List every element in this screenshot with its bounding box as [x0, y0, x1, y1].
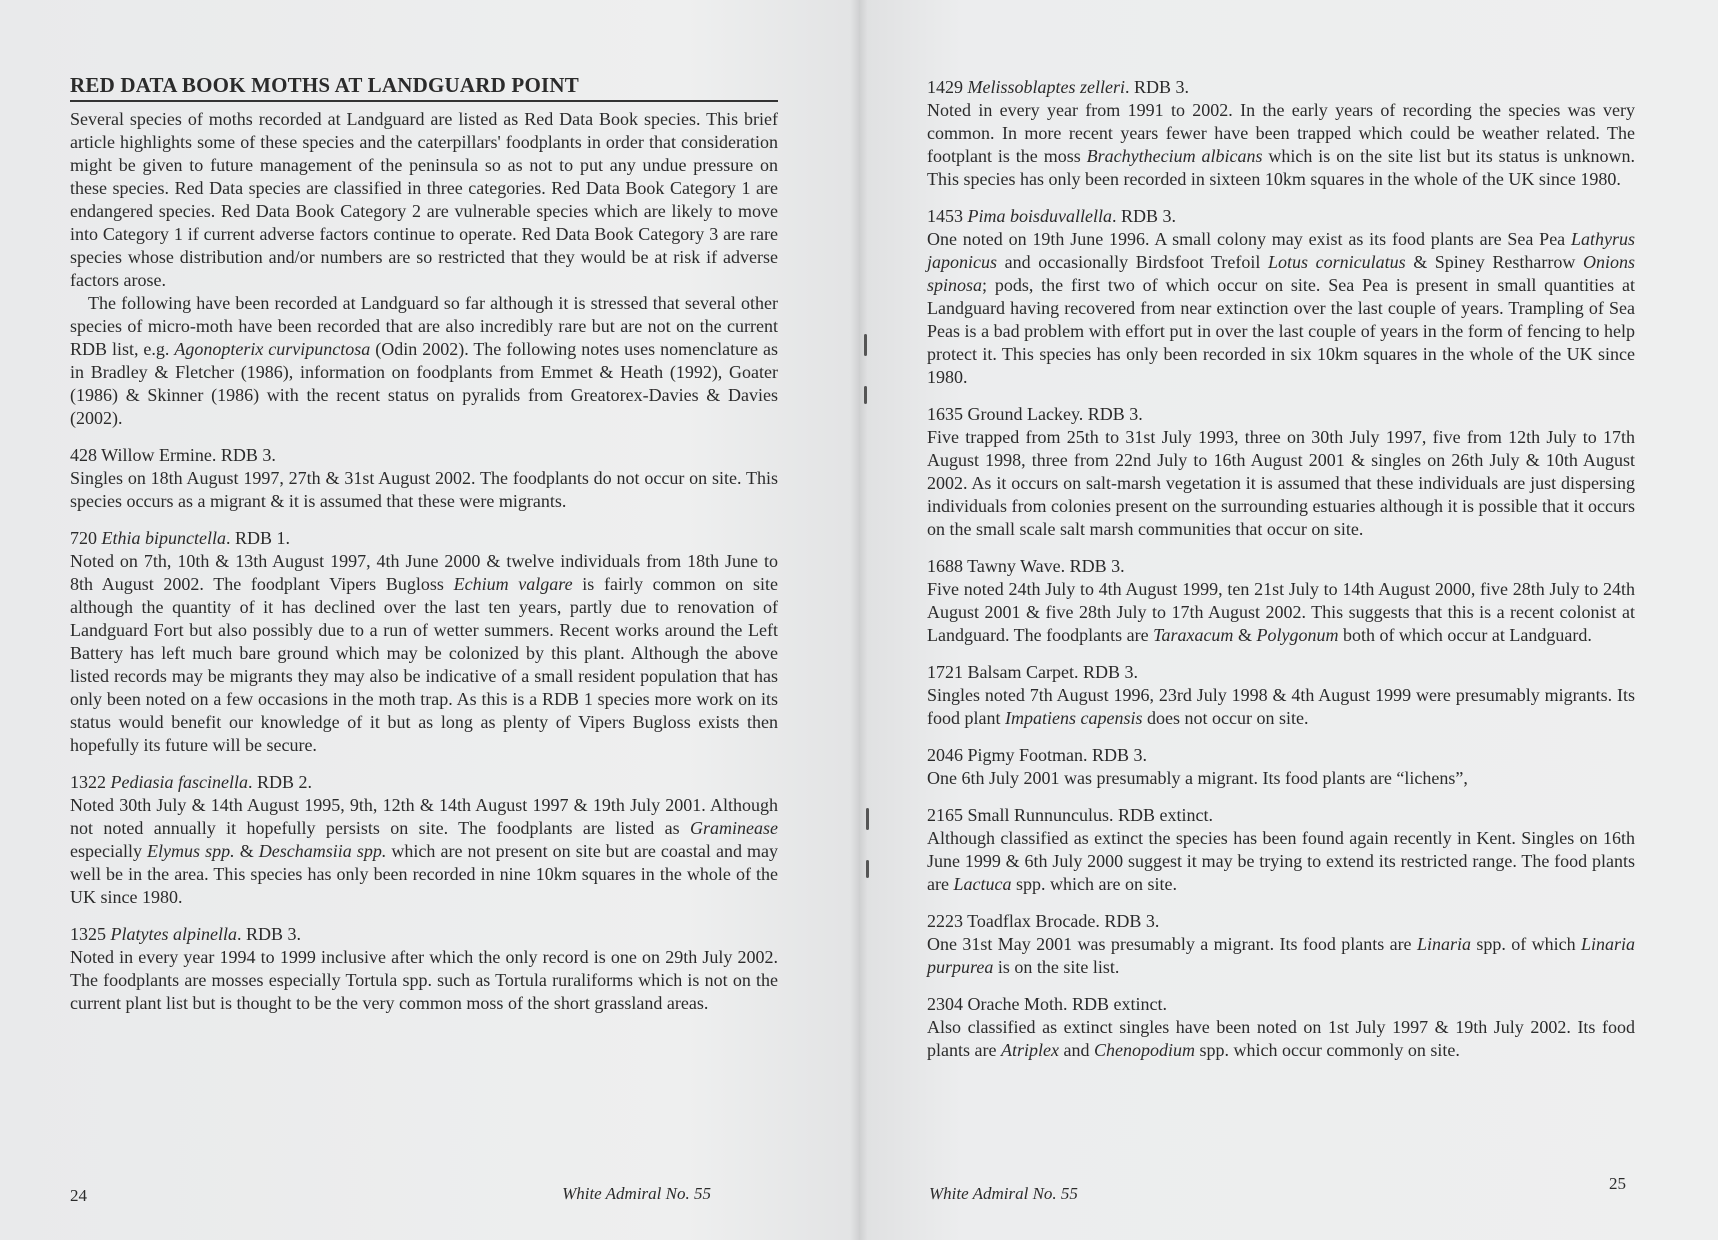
article-title: RED DATA BOOK MOTHS AT LANDGUARD POINT	[70, 72, 778, 102]
species-text: Noted 30th July & 14th August 1995, 9th, 12th & 14th August 1997 & 19th July 2001. Although not noted annually it hopefully persists on site. The foodplants are listed as Graminease especially Elymus spp. & Deschamsiia spp. which are not present on site but are coastal and may well be in the area. This species has only been recorded in nine 10km squares in the whole of the UK since 1980.	[70, 795, 779, 907]
species-entry-1322	[70, 771, 778, 909]
species-entry-720	[70, 527, 778, 757]
page-number: 25	[1609, 1174, 1626, 1193]
species-text: One noted on 19th June 1996. A small colony may exist as its food plants are Sea Pea Lathyrus japonicus and occasionally Birdsfoot Trefoil Lotus corniculatus & Spiney Restharrow Onions spinosa; pods, the first two of which occur on site. Sea Pea is present in small quantities at Landguard having recovered from near extinction over the last couple of years. Trampling of Sea Peas is a bad problem with effort put in over the last couple of years in the form of fencing to help protect it. This species has only been recorded in six 10km squares in the whole of the UK since 1980.	[927, 229, 1635, 387]
intro-paragraph-1: Several species of moths recorded at Landguard are listed as Red Data Book species. This brief article highlights some of these species and the caterpillars' foodplants in order that consideration might be given to future management of the peninsula so as not to put any undue pressure on these species. Red Data species are classified in three categories. Red Data Book Category 1 are endangered species. Red Data Book Category 2 are vulnerable species which are likely to move into Category 1 if current adverse factors continue to operate. Red Data Book Category 3 are rare species whose distribution and/or numbers are so restricted that they would be at risk if adverse factors arose.	[70, 109, 778, 290]
species-text: Also classified as extinct singles have been noted on 1st July 1997 & 19th July 2002. Its food plants are Atriplex and Chenopodium spp. which occur commonly on site.	[927, 1017, 1635, 1060]
right-column	[927, 76, 1635, 1062]
species-heading: 1453 Pima boisduvallella. RDB 3.	[927, 206, 1176, 226]
staple-mark	[864, 334, 867, 356]
species-entry-1688	[927, 555, 1635, 647]
species-entry-1453	[927, 205, 1635, 389]
staple-mark	[866, 808, 869, 830]
species-entry-2165	[927, 804, 1635, 896]
species-text: Noted on 7th, 10th & 13th August 1997, 4th June 2000 & twelve individuals from 18th June to 8th August 2002. The foodplant Vipers Bugloss Echium valgare is fairly common on site although the quantity of it has declined over the last ten years, partly due to renovation of Landguard Fort but also possibly due to a run of wetter summers. Recent works around the Left Battery has left much bare ground which may be colonized by this plant. Although the above listed records may be migrants they may also be indicative of a small resident population that has only been noted on a few occasions in the moth trap. As this is a RDB 1 species more work on its status would benefit our knowledge of it but as long as plenty of Vipers Bugloss exists then hopefully its future will be secure.	[70, 551, 778, 755]
species-entry-2223	[927, 910, 1635, 979]
species-entry-1325	[70, 923, 778, 1015]
page-number: 24	[70, 1186, 87, 1205]
species-heading: 1721 Balsam Carpet. RDB 3.	[927, 662, 1138, 682]
species-heading: 720 Ethia bipunctella. RDB 1.	[70, 528, 290, 548]
species-entry-1721	[927, 661, 1635, 730]
page-footer: White Admiral No. 55	[562, 1184, 711, 1203]
species-entry-2046	[927, 744, 1635, 790]
species-heading: 1325 Platytes alpinella. RDB 3.	[70, 924, 301, 944]
book-gutter	[850, 0, 868, 1240]
species-heading: 2046 Pigmy Footman. RDB 3.	[927, 745, 1148, 765]
species-text: One 31st May 2001 was presumably a migrant. Its food plants are Linaria spp. of which Linaria purpurea is on the site list.	[927, 934, 1635, 977]
species-text: Five trapped from 25th to 31st July 1993, three on 30th July 1997, five from 12th July to 17th August 1998, three from 22nd July to 16th August 2001 & singles on 26th July & 10th August 2002. As it occurs on salt-marsh vegetation it is assumed that these individuals are just dispersing individuals from colonies present on the surrounding estuaries although it is possible that it occurs on the small scale salt marsh communities that occur on site.	[927, 427, 1635, 539]
species-heading: 1429 Melissoblaptes zelleri. RDB 3.	[927, 77, 1189, 97]
species-entry-2304	[927, 993, 1635, 1062]
species-text: Noted in every year from 1991 to 2002. In the early years of recording the species was very common. In more recent years fewer have been trapped which could be weather related. The footplant is the moss Brachythecium albicans which is on the site list but its status is unknown. This species has only been recorded in sixteen 10km squares in the whole of the UK since 1980.	[927, 100, 1635, 189]
staple-mark	[866, 860, 869, 878]
species-text: Noted in every year 1994 to 1999 inclusive after which the only record is one on 29th July 2002. The foodplants are mosses especially Tortula spp. such as Tortula ruraliforms which is not on the current plant list but is thought to be the very common moss of the short grassland areas.	[70, 947, 778, 1013]
page-footer: White Admiral No. 55	[929, 1184, 1078, 1203]
species-heading: 428 Willow Ermine. RDB 3.	[70, 445, 276, 465]
species-entry-1429	[927, 76, 1635, 191]
species-text: Singles noted 7th August 1996, 23rd July 1998 & 4th August 1999 were presumably migrants. Its food plant Impatiens capensis does not occur on site.	[927, 685, 1635, 728]
species-heading: 2223 Toadflax Brocade. RDB 3.	[927, 911, 1160, 931]
species-heading: 2165 Small Runnunculus. RDB extinct.	[927, 805, 1213, 825]
species-text: Five noted 24th July to 4th August 1999, ten 21st July to 14th August 2000, five 28th July to 24th August 2001 & five 28th July to 17th August 2002. This suggests that this is a recent colonist at Landguard. The foodplants are Taraxacum & Polygonum both of which occur at Landguard.	[927, 579, 1635, 645]
right-page	[859, 0, 1718, 1240]
species-text: Singles on 18th August 1997, 27th & 31st August 2002. The foodplants do not occur on site. This species occurs as a migrant & it is assumed that these were migrants.	[70, 468, 778, 511]
species-heading: 2304 Orache Moth. RDB extinct.	[927, 994, 1167, 1014]
species-entry-1635	[927, 403, 1635, 541]
staple-mark	[864, 386, 867, 404]
intro-paragraph-2: The following have been recorded at Landguard so far although it is stressed that several other species of micro-moth have been recorded that are also incredibly rare but are not on the current RDB list, e.g. Agonopterix curvipunctosa (Odin 2002). The following notes uses nomenclature as in Bradley & Fletcher (1986), information on foodplants from Emmet & Heath (1992), Goater (1986) & Skinner (1986) with the recent status on pyralids from Greatorex-Davies & Davies (2002).	[70, 293, 778, 428]
species-text: Although classified as extinct the species has been found again recently in Kent. Singles on 16th June 1999 & 6th July 2000 suggest it may be trying to extend its restricted range. The food plants are Lactuca spp. which are on site.	[927, 828, 1635, 894]
left-column	[70, 72, 778, 1015]
species-heading: 1322 Pediasia fascinella. RDB 2.	[70, 772, 312, 792]
species-entry-428	[70, 444, 778, 513]
species-text: One 6th July 2001 was presumably a migrant. Its food plants are “lichens”,	[927, 768, 1468, 788]
species-heading: 1688 Tawny Wave. RDB 3.	[927, 556, 1125, 576]
species-heading: 1635 Ground Lackey. RDB 3.	[927, 404, 1143, 424]
